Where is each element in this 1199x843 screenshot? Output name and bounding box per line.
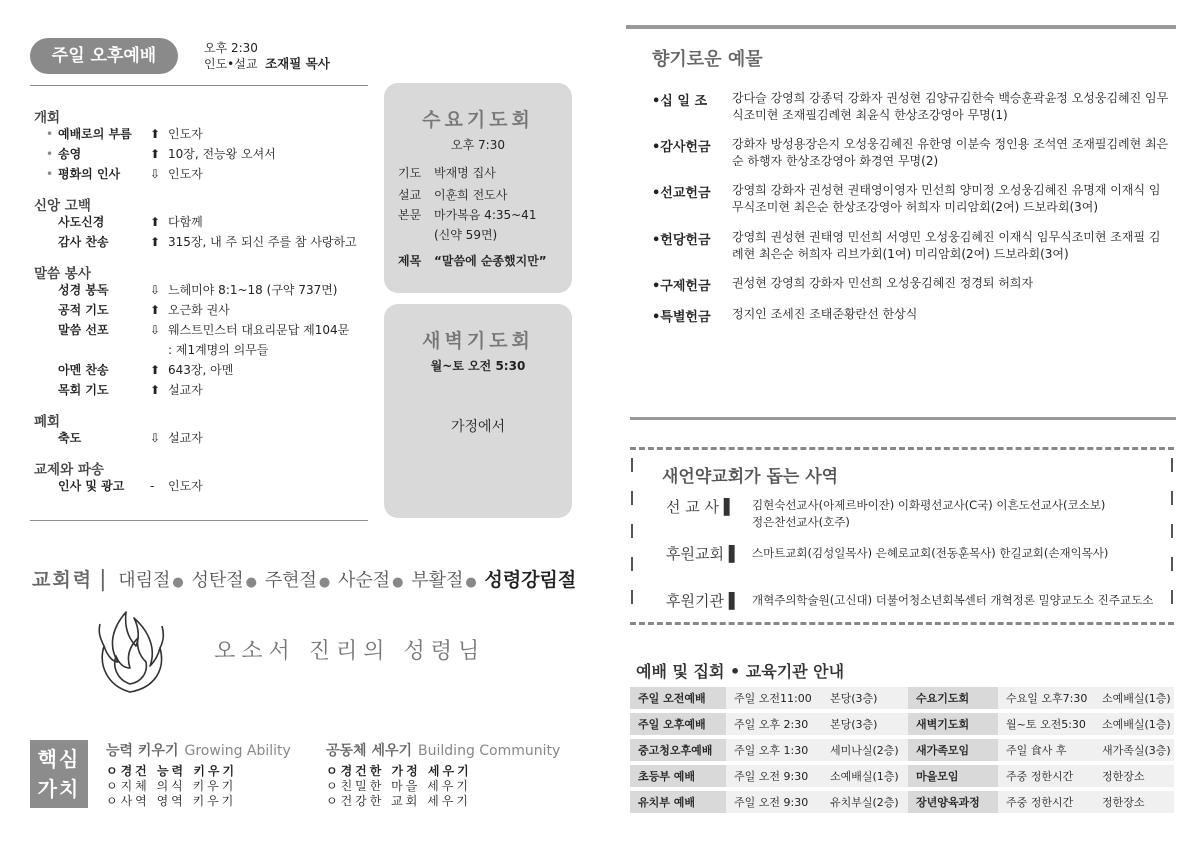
preacher-label: 인도•설교	[204, 57, 258, 71]
schedule-table	[630, 683, 1174, 817]
core-group-title: 공동체 세우기	[326, 743, 413, 759]
dash	[1171, 590, 1173, 604]
wednesday-time: 오후 7:30	[451, 138, 505, 152]
order-row: 성경 봉독 ⇩ 느헤미야 8:1~18 (구약 737면)	[58, 283, 338, 297]
section-confession: 신앙 고백	[34, 198, 91, 214]
dawn-title: 새벽기도회	[422, 330, 534, 352]
offering-row: •헌당헌금 강영희 권성현 권태영 민선희 서영민 오성웅김혜진 이재식 임무식조미현 조재필 김례현 최은순 허희자 리브가회(1여) 미리암회(2여) 드보라회(3여)	[652, 230, 1161, 261]
core-item: ㅇ경건한 가정 세우기	[326, 764, 472, 778]
dawn-prayer-box	[384, 304, 572, 518]
dash	[1171, 524, 1173, 538]
preacher-name: 조재필 목사	[265, 56, 330, 71]
schedule-title: 예배 및 집회 • 교육기관 안내	[636, 662, 845, 681]
mission-label-missionary: 선 교 사 ▌	[666, 498, 736, 516]
dawn-place: 가정에서	[450, 419, 506, 435]
core-group-en: Building Community	[418, 743, 561, 759]
order-row: 사도신경 ⬆ 다함께	[58, 215, 203, 229]
season-item: 성탄절	[191, 570, 244, 591]
mission-title: 새언약교회가 돕는 사역	[662, 467, 839, 487]
core-item: ㅇ사역 영역 키우기	[106, 794, 237, 808]
wed-sermon-title: 제목 “말씀에 순종했지만”	[398, 254, 547, 268]
service-time: 오후 2:30	[204, 41, 258, 55]
holy-spirit-flame-icon	[90, 606, 170, 696]
order-of-worship	[34, 100, 374, 496]
dash	[631, 557, 633, 571]
order-row: • 예배로의 부름 ⬆ 인도자	[46, 127, 203, 141]
calendar-label: 교회력	[32, 569, 94, 591]
current-season: 성령강림절	[484, 569, 577, 591]
divider	[30, 520, 368, 521]
table-row: 유치부 예배 주일 오전 9:30 유치부실(2층) 장년양육과정 주중 정한시간 정한장소	[630, 791, 1174, 813]
section-fellowship: 교제와 파송	[34, 462, 104, 478]
season-item: 부활절	[411, 570, 464, 591]
dawn-time: 월~토 오전 5:30	[430, 359, 526, 373]
section-word: 말씀 봉사	[34, 266, 91, 282]
order-row: • 송영 ⬆ 10장, 전능왕 오셔서	[46, 147, 276, 161]
service-info	[204, 40, 330, 72]
core-group-title: 능력 키우기	[106, 743, 179, 759]
core-item: ㅇ지체 의식 키우기	[106, 779, 237, 793]
core-values-badge	[30, 740, 88, 808]
mission-label-church: 후원교회 ▌	[666, 545, 741, 563]
dash	[631, 524, 633, 538]
core-item: ㅇ건강한 교회 세우기	[326, 794, 471, 808]
offering-row: •구제헌금 권성현 강영희 강화자 민선희 오성웅김혜진 정경퇴 허희자	[652, 276, 1034, 294]
wed-prayer: 기도 박재명 집사	[398, 166, 496, 180]
mission-churches: 스마트교회(김성일목사) 은혜로교회(전동훈목사) 한길교회(손재익목사)	[752, 546, 1109, 560]
order-row: 감사 찬송 ⬆ 315장, 내 주 되신 주를 참 사랑하고	[58, 235, 357, 249]
dash	[1171, 458, 1173, 472]
core-group-community	[326, 740, 560, 809]
core-item: ㅇ친밀한 마을 세우기	[326, 779, 471, 793]
core-group-ability	[106, 740, 291, 809]
dash	[631, 458, 633, 472]
dash	[1171, 491, 1173, 505]
mission-missionaries: 김현숙선교사(아제르바이잔) 이화평선교사(C국) 이흔도선교사(코소보) 정은찬선교사(호주)	[752, 498, 1106, 529]
offering-row: •특별헌금 정지인 조세진 조태준황란선 한상식	[652, 307, 918, 325]
section-opening: 개회	[34, 110, 61, 126]
wednesday-prayer-box	[384, 83, 572, 293]
wed-sermon: 설교 이훈희 전도사	[398, 188, 508, 202]
order-row: 말씀 선포 ⇩ 웨스트민스터 대요리문답 제104문	[58, 323, 350, 337]
wednesday-title: 수요기도회	[422, 109, 534, 131]
order-row: : 제1계명의 의무들	[168, 343, 269, 357]
order-row: 공적 기도 ⬆ 오근화 권사	[58, 303, 230, 317]
core-label-1: 핵심	[37, 747, 81, 771]
motto: 오소서 진리의 성령님	[214, 639, 486, 664]
divider	[30, 85, 368, 86]
service-title-badge: 주일 오후예배	[30, 38, 178, 74]
order-row: • 평화의 인사 ⇩ 인도자	[46, 167, 203, 181]
top-bar	[626, 25, 1176, 29]
table-row: 중고청오후예배 주일 오후 1:30 세미나실(2층) 새가족모임 주일 食사 후 새가족실(3층)	[630, 739, 1174, 761]
section-closing: 폐회	[34, 414, 61, 430]
dash	[631, 491, 633, 505]
mission-label-org: 후원기관 ▌	[666, 592, 741, 610]
season-item: 주현절	[264, 570, 317, 591]
core-label-2: 가치	[37, 777, 81, 801]
dash	[1171, 557, 1173, 571]
order-row: 축도 ⇩ 설교자	[58, 431, 203, 445]
offering-row: •감사헌금 강화자 방성용장은지 오성웅김혜진 유한영 이분숙 정인용 조석연 조재필김례현 최은순 하행자 한상조강영아 화경연 무명(2)	[652, 137, 1169, 168]
offering-row: •십 일 조 강다슬 강영희 강종덕 강화자 권성현 김양규김한숙 백승훈곽윤정 오성웅김혜진 임무식조미현 조재필김례현 최윤식 한상조강영아 무명(1)	[652, 91, 1169, 122]
order-row: 인사 및 광고 - 인도자	[58, 479, 203, 493]
core-item: ㅇ경건 능력 키우기	[106, 764, 238, 778]
order-row: 아멘 찬송 ⬆ 643장, 아멘	[58, 363, 234, 377]
mission-organizations: 개혁주의학술원(고신대) 더불어청소년회복센터 개혁정론 밀양교도소 진주교도소	[752, 593, 1154, 607]
core-group-en: Growing Ability	[184, 743, 291, 759]
order-row: 목회 기도 ⬆ 설교자	[58, 383, 203, 397]
season-item: 대림절	[118, 570, 171, 591]
dash	[631, 590, 633, 604]
offering-row: •선교헌금 강영희 강화자 권성현 권태영이영자 민선희 양미정 오성웅김혜진 유명재 이재식 임무식조미현 최은순 한상조강영아 허희자 미리암회(2여) 드보라회(3여)	[652, 183, 1161, 214]
table-row: 주일 오전예배 주일 오전11:00 본당(3층) 수요기도회 수요일 오후7:30 소예배실(1층)	[630, 687, 1174, 709]
divider	[630, 417, 1176, 420]
table-row: 주일 오후예배 주일 오후 2:30 본당(3층) 새벽기도회 월~토 오전5:30 소예배실(1층)	[630, 713, 1174, 735]
wed-text-page: (신약 59면)	[434, 228, 498, 242]
church-calendar: 교회력 | 대림절 ● 성탄절 ● 주현절 ● 사순절 ● 부활절 ● 성령강림절	[32, 567, 577, 592]
season-item: 사순절	[337, 570, 391, 591]
wed-text: 본문 마가복음 4:35~41	[398, 208, 537, 222]
offering-title: 향기로운 예물	[652, 49, 763, 70]
table-row: 초등부 예배 주일 오전 9:30 소예배실(1층) 마을모임 주중 정한시간 정한장소	[630, 765, 1174, 787]
